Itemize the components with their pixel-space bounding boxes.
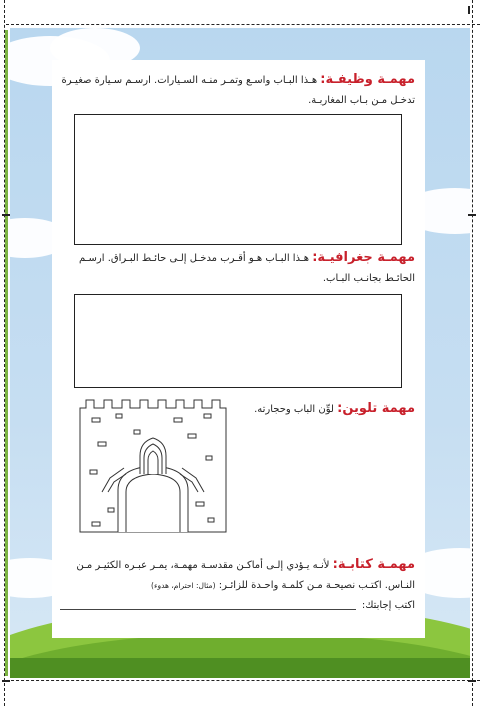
cut-line-bottom: [6, 680, 480, 681]
answer-line[interactable]: [60, 601, 356, 610]
registration-mark: [2, 680, 10, 682]
left-green-strip: [5, 30, 8, 676]
registration-mark: [468, 214, 476, 216]
task-function-title: مهمـة وظيفـة:: [320, 72, 415, 87]
gate-coloring-illustration[interactable]: [78, 398, 228, 534]
task-coloring-title: مهمة تلوين:: [337, 401, 415, 416]
cut-line-right: [472, 0, 473, 706]
task-sheet: [52, 60, 425, 638]
task-coloring: [240, 399, 415, 420]
answer-row: [60, 600, 415, 611]
task-writing: [50, 555, 415, 596]
registration-mark: [2, 214, 10, 216]
task-function-text: هـذا البـاب واسـع وتمـر منـه السـيارات. ارسـم سـيارة صغيـرة تدخـل مـن بـاب المغاربـة.: [61, 75, 415, 106]
task-coloring-text: لوِّن الباب وحجارته.: [254, 404, 338, 415]
task-function: [60, 70, 415, 111]
task-writing-text: لأنـه يـؤدي إلـى أماكـن مقدسـة مهمـة، يمـر عبـره الكثيـر مـن النـاس. اكتـب نصيحـة مـن كلمـة واحـدة للزائـر:: [76, 560, 415, 591]
registration-mark: [468, 680, 476, 682]
drawing-box-car[interactable]: [74, 114, 402, 245]
task-geography-title: مهمـة جغرافيـة:: [312, 250, 415, 265]
registration-mark: [468, 6, 470, 14]
cut-line-left: [4, 0, 5, 706]
cut-line-top: [6, 24, 480, 25]
task-writing-example: (مثال: احترام، هدوء): [151, 581, 216, 590]
grass-ground: [10, 658, 470, 678]
drawing-box-wall[interactable]: [74, 294, 402, 388]
task-geography: [60, 248, 415, 289]
answer-label: اكتب إجابتك:: [361, 600, 415, 611]
task-geography-text: هـذا البـاب هـو أقـرب مدخـل إلـى حائـط البـراق. ارسـم الحائـط بجانـب البـاب.: [78, 253, 415, 284]
task-writing-title: مهمـة كتابـة:: [332, 557, 415, 572]
